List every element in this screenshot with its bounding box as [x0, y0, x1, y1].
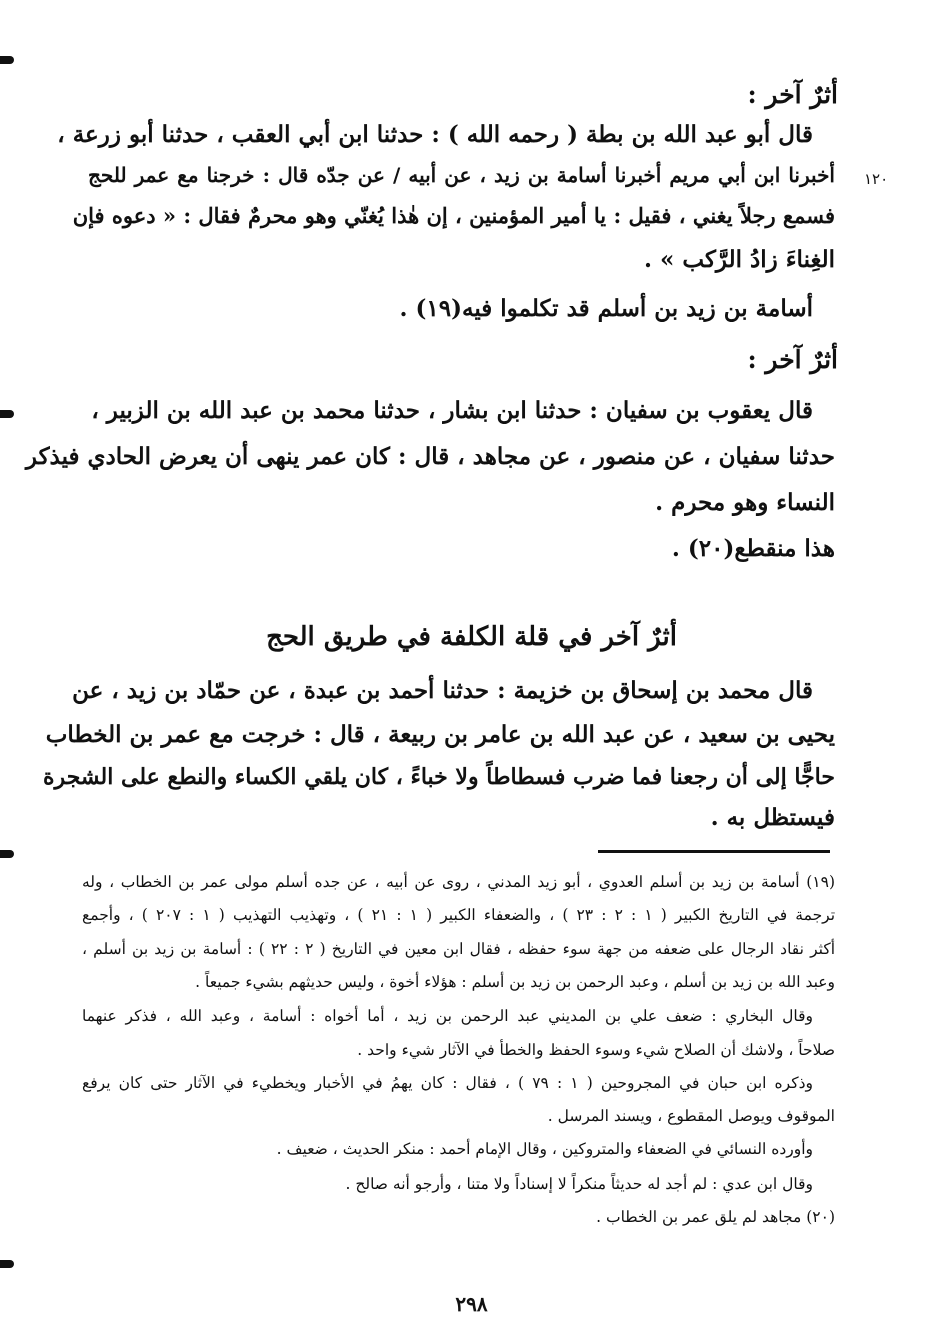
section3-line-2: يحيى بن سعيد ، عن عبد الله بن عامر بن ربيعة ، قال : خرجت مع عمر بن الخطاب [45, 721, 835, 748]
section3-line-3: حاجًّا إلى أن رجعنا فما ضرب فسطاطاً ولا خباءً ، كان يلقي الكساء والنطع على الشجرة [43, 764, 835, 790]
footnote-line: أكثر نقاد الرجال على ضعفه من جهة سوء حفظه ، فقال ابن معين في التاريخ ( ٢ : ٢٢ ) : أسامة بن زيد بن أسلم ، [82, 940, 836, 958]
margin-mark [0, 56, 14, 64]
footnote-line: (١٩) أسامة بن زيد بن أسلم العدوي ، أبو زيد المدني ، روى عن أبيه ، عن جده أسلم مولى عمر بن الخطاب ، وله [82, 873, 835, 891]
section2-line-4: هذا منقطع(٢٠) . [671, 535, 835, 562]
section2-line-1: قال يعقوب بن سفيان : حدثنا ابن بشار ، حدثنا محمد بن عبد الله بن الزبير ، [91, 397, 813, 424]
section2-line-3: النساء وهو محرم . [655, 489, 835, 516]
section3-line-4: فيستظل به . [710, 804, 835, 831]
section1-heading: أثرٌ آخر : [747, 80, 838, 109]
footnote-line: وعبد الله بن زيد بن أسلم ، وعبد الرحمن بن زيد بن أسلم : هؤلاء أخوة ، وليس حديثهم بشيء جميعاً . [195, 973, 835, 991]
section1-line-4: الغِناءَ زادُ الرَّكب » . [643, 246, 835, 273]
margin-mark [0, 1260, 14, 1268]
section2-line-2: حدثنا سفيان ، عن منصور ، عن مجاهد ، قال : كان عمر ينهى أن يعرض الحادي فيذكر [25, 443, 835, 470]
margin-mark [0, 410, 14, 418]
footnote-line: وقال ابن عدي : لم أجد له حديثاً منكراً لا إسناداً ولا متنا ، وأرجو أنه صالح . [345, 1175, 813, 1193]
section1-line-2: أخبرنا ابن أبي مريم أخبرنا أسامة بن زيد ، عن أبيه / عن جدّه قال : خرجنا مع عمر للحج [88, 163, 835, 187]
footnote-line: الموقوف ويوصل المقطوع ، ويسند المرسل . [547, 1107, 835, 1125]
page-number: ٢٩٨ [455, 1292, 488, 1316]
footnote-line: صلاحاً ، ولاشك أن الصلاح شيء وسوء الحفظ والخطأ في الآثار شيء واحد . [357, 1041, 835, 1059]
footnote-line: وذكره ابن حبان في المجروحين ( ١ : ٧٩ ) ، فقال : كان يهمُ في الأخبار ويخطيء في الآثار حتى كان يرفع [82, 1074, 813, 1092]
footnote-line: (٢٠) مجاهد لم يلق عمر بن الخطاب . [596, 1208, 835, 1226]
section3-heading: أثرٌ آخر في قلة الكلفة في طريق الحج [266, 622, 677, 652]
footnote-line: وقال البخاري : ضعف علي بن المديني عبد الرحمن بن زيد ، أما أخواه : أسامة ، وعبد الله ، فذكر عنهما [82, 1007, 813, 1025]
footnote-line: وأورده النسائي في الضعفاء والمتروكين ، وقال الإمام أحمد : منكر الحديث ، ضعيف . [276, 1140, 813, 1158]
section3-line-1: قال محمد بن إسحاق بن خزيمة : حدثنا أحمد بن عبدة ، عن حمّاد بن زيد ، عن [72, 677, 813, 704]
footnote-line: ترجمة في التاريخ الكبير ( ١ : ٢ : ٢٣ ) ، والضعفاء الكبير ( ١ : ٢١ ) ، وتهذيب التهذيب ( ١ : ٢٠٧ ) ، وأجمع [82, 906, 836, 924]
section2-heading: أثرٌ آخر : [747, 345, 838, 374]
section1-line-3: فسمع رجلاً يغني ، فقيل : يا أمير المؤمنين ، إن هٰذا يُغنّي وهو محرمٌ فقال : « دعوه فإن [72, 203, 835, 228]
section1-line-5: أسامة بن زيد بن أسلم قد تكلموا فيه(١٩) . [399, 295, 813, 322]
line-number: ١٢٠ [864, 170, 889, 188]
section1-line-1: قال أبو عبد الله بن بطة ( رحمه الله ) : حدثنا ابن أبي العقب ، حدثنا أبو زرعة ، [57, 121, 813, 148]
margin-mark [0, 850, 14, 858]
footnote-separator [598, 850, 830, 853]
